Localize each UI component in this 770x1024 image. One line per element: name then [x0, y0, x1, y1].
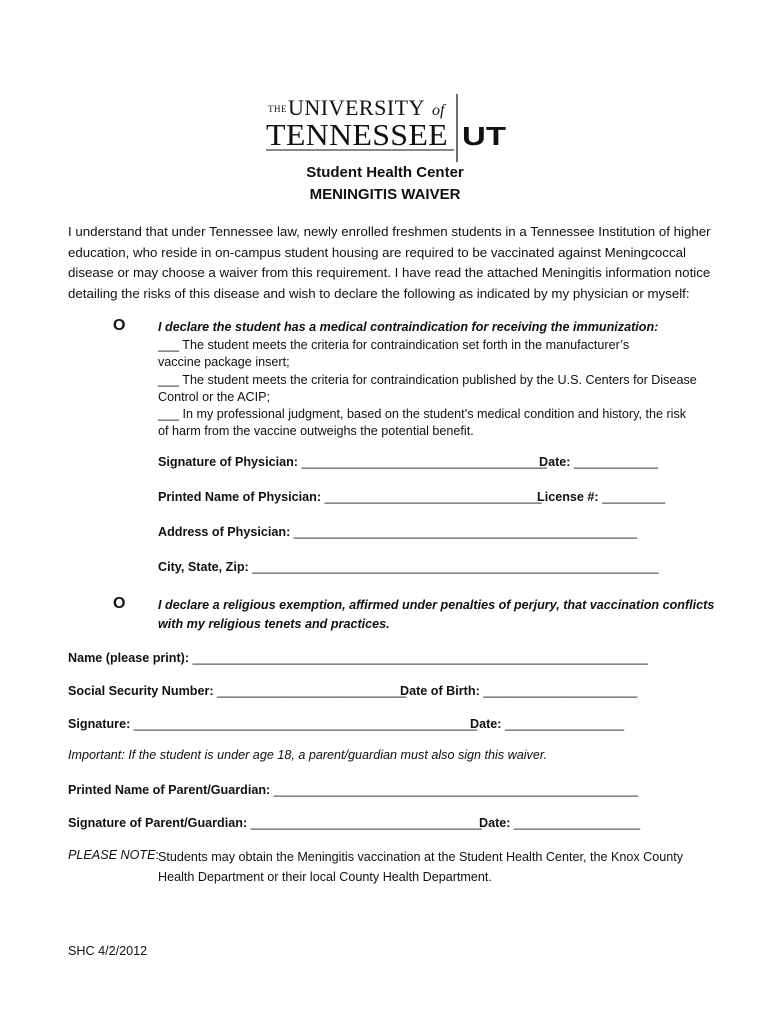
important-note: Important: If the student is under age 18, a parent/guardian must also sign this waiver. [68, 748, 548, 762]
license-row [537, 490, 665, 504]
physician-signature-label: Signature of Physician: [158, 455, 298, 469]
logo-the: THE [268, 104, 287, 114]
city-state-zip-field[interactable]: __________________________________________________________ [252, 560, 659, 574]
logo-university: UNIVERSITY [288, 95, 425, 120]
physician-address-field[interactable]: _________________________________________________ [293, 525, 637, 539]
student-name-row [68, 651, 648, 665]
student-signature-row [68, 717, 477, 731]
university-logo [266, 92, 514, 162]
license-field[interactable]: _________ [602, 490, 666, 504]
religious-option-radio[interactable]: O [113, 595, 126, 612]
ssn-row [68, 684, 406, 698]
student-signature-field[interactable]: _________________________________________________ [133, 717, 477, 731]
guardian-name-label: Printed Name of Parent/Guardian: [68, 783, 271, 797]
criteria-line: vaccine package insert; [158, 355, 290, 370]
intro-paragraph [68, 222, 711, 304]
guardian-date-field[interactable]: __________________ [514, 816, 641, 830]
religious-option-heading-line2: with my religious tenets and practices. [158, 617, 390, 631]
criteria-line: ___ The student meets the criteria for contraindication published by the U.S. Centers for Disease [158, 372, 697, 387]
page-subtitle: MENINGITIS WAIVER [309, 186, 461, 203]
physician-name-label: Printed Name of Physician: [158, 490, 322, 504]
guardian-name-row [68, 783, 638, 797]
logo-ut-mark: UT [462, 121, 507, 151]
guardian-date-row [479, 816, 640, 830]
physician-signature-field[interactable]: ___________________________________ [301, 455, 547, 469]
note-line: Health Department or their local County Health Department. [158, 869, 492, 884]
city-state-zip-label: City, State, Zip: [158, 560, 249, 574]
criteria-line: Control or the ACIP; [158, 389, 270, 404]
physician-date-label: Date: [539, 455, 571, 469]
student-date-label: Date: [470, 717, 502, 731]
license-label: License #: [537, 490, 599, 504]
guardian-signature-row [68, 816, 482, 830]
note-label [68, 848, 159, 862]
note-colon: : [155, 848, 159, 862]
student-signature-label: Signature: [68, 717, 131, 731]
physician-name-row [158, 490, 542, 504]
logo-tennessee: TENNESSEE [266, 117, 448, 152]
physician-signature-row [158, 455, 547, 469]
guardian-signature-field[interactable]: _________________________________ [250, 816, 482, 830]
city-state-zip-row [158, 560, 658, 574]
note-line: Students may obtain the Meningitis vaccination at the Student Health Center, the Knox County [158, 850, 684, 864]
student-name-label: Name (please print): [68, 651, 190, 665]
medical-criteria-list [158, 337, 718, 441]
criteria-line: of harm from the vaccine outweighs the potential benefit. [158, 424, 474, 439]
medical-option-heading: I declare the student has a medical contraindication for receiving the immunization: [158, 320, 659, 334]
dob-field[interactable]: ______________________ [483, 684, 638, 698]
dob-label: Date of Birth: [400, 684, 480, 698]
physician-name-field[interactable]: _______________________________ [324, 490, 542, 504]
intro-line: detailing the risks of this disease and wish to declare the following as indicated by my physician or myself: [68, 285, 690, 301]
student-date-row [470, 717, 624, 731]
student-name-field[interactable]: _________________________________________________________________ [192, 651, 648, 665]
guardian-date-label: Date: [479, 816, 511, 830]
logo-of: of [432, 102, 445, 119]
criteria-line: ___ In my professional judgment, based on the student’s medical condition and history, the risk [158, 407, 687, 422]
criteria-line: ___ The student meets the criteria for contraindication set forth in the manufacturer’s [158, 338, 630, 352]
intro-line: I understand that under Tennessee law, newly enrolled freshmen students in a Tennessee Institution of higher [68, 224, 711, 239]
ssn-label: Social Security Number: [68, 684, 214, 698]
religious-option-heading-line1: I declare a religious exemption, affirmed under penalties of perjury, that vaccination conflicts [158, 598, 715, 612]
physician-address-row [158, 525, 637, 539]
dob-row [400, 684, 637, 698]
physician-date-field[interactable]: ____________ [574, 455, 659, 469]
intro-line: education, who reside in on-campus student housing are required to be vaccinated against Meningcoccal [68, 244, 686, 260]
note-label-text: PLEASE NOTE [68, 848, 156, 862]
form-version: SHC 4/2/2012 [68, 944, 148, 958]
page-title: Student Health Center [306, 164, 464, 181]
student-date-field[interactable]: _________________ [505, 717, 625, 731]
physician-address-label: Address of Physician: [158, 525, 291, 539]
medical-option-radio[interactable]: O [113, 317, 126, 334]
physician-date-row [539, 455, 658, 469]
ssn-field[interactable]: ___________________________ [217, 684, 407, 698]
guardian-name-field[interactable]: ____________________________________________________ [273, 783, 638, 797]
note-text [155, 848, 718, 887]
guardian-signature-label: Signature of Parent/Guardian: [68, 816, 248, 830]
intro-line: disease or may choose a waiver from this requirement. I have read the attached Meningitis information notice [68, 265, 711, 280]
